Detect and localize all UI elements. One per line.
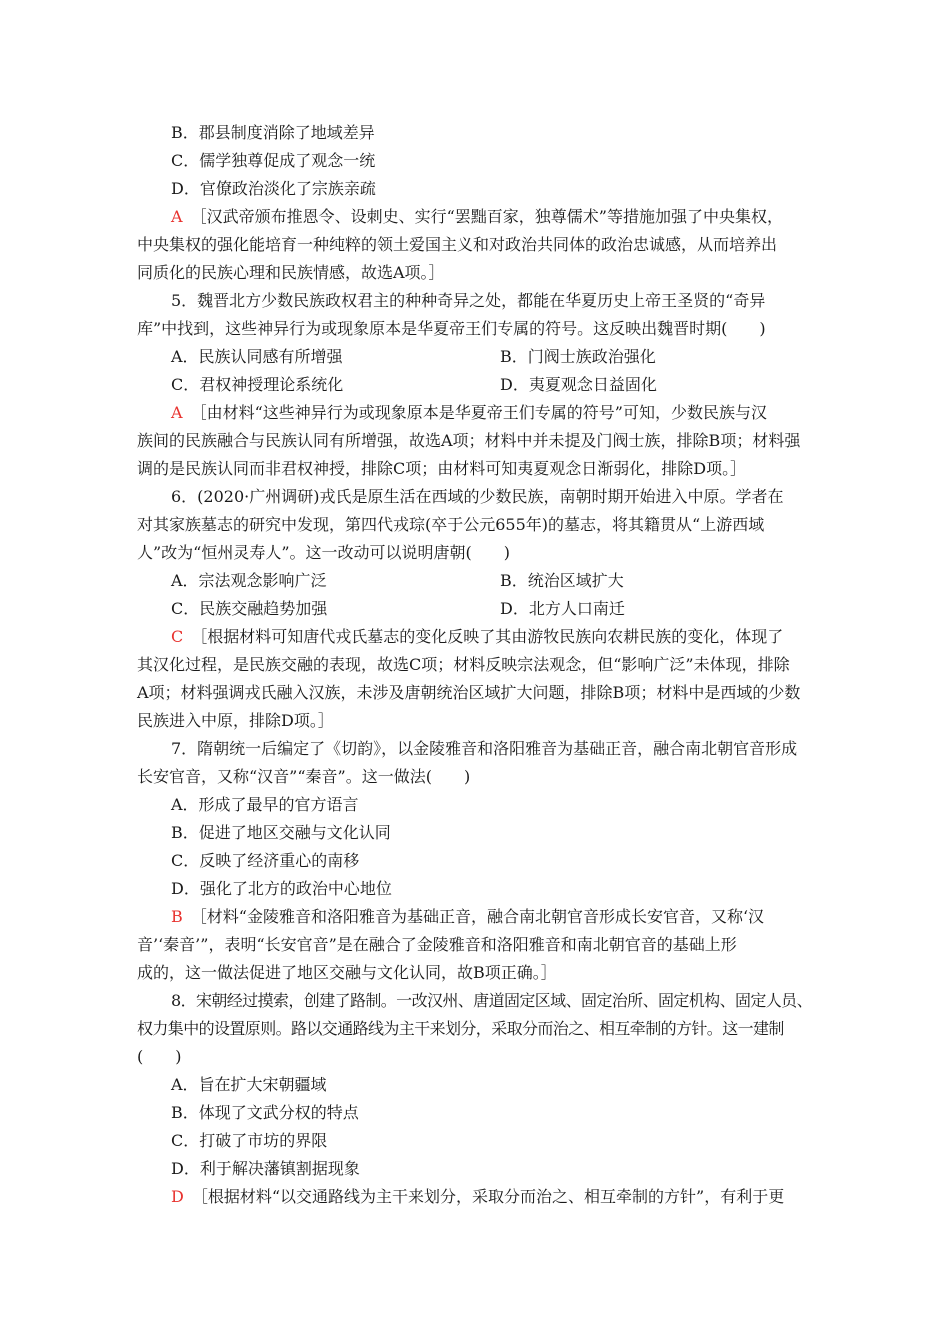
q8-stem-3: ( ) bbox=[137, 1047, 182, 1066]
q4-answer: A bbox=[171, 207, 183, 226]
q6-stem-3: 人”改为“恒州灵寿人”。这一改动可以说明唐朝( ) bbox=[137, 543, 511, 562]
q7-stem-1: 7．隋朝统一后编定了《切韵》，以金陵雅音和洛阳雅音为基础正音，融合南北朝官音形成 bbox=[171, 739, 798, 758]
q5-options-row-2 bbox=[171, 375, 851, 395]
q5-explanation-3: 调的是民族认同而非君权神授，排除C项；由材料可知夷夏观念日渐弱化，排除D项。］ bbox=[137, 459, 747, 478]
q5-option-b: B．门阀士族政治强化 bbox=[500, 347, 656, 366]
q5-answer: A bbox=[171, 403, 183, 422]
q6-option-a: A．宗法观念影响广泛 bbox=[171, 571, 327, 590]
q7-explanation-1: ［材料“金陵雅音和洛阳雅音为基础正音，融合南北朝官音形成长安官音，又称‘汉 bbox=[198, 907, 765, 926]
q8-answer: D bbox=[171, 1187, 184, 1206]
q7-option-c: C．反映了经济重心的南移 bbox=[171, 851, 360, 870]
q5-option-d: D．夷夏观念日益固化 bbox=[500, 375, 657, 394]
q4-option-b: B．郡县制度消除了地域差异 bbox=[171, 123, 375, 142]
q5-answer-line bbox=[171, 403, 851, 423]
q5-stem-2: 库”中找到，这些神异行为或现象原本是华夏帝王们专属的符号。这反映出魏晋时期( ) bbox=[137, 319, 766, 338]
q4-explanation-2: 中央集权的强化能培育一种纯粹的领土爱国主义和对政治共同体的政治忠诚感，从而培养出 bbox=[137, 235, 778, 254]
q8-option-d: D．利于解决藩镇割据现象 bbox=[171, 1159, 360, 1178]
q6-stem-2: 对其家族墓志的研究中发现，第四代戎琮(卒于公元655年)的墓志，将其籍贯从“上游西域 bbox=[137, 515, 765, 534]
q8-stem-2: 权力集中的设置原则。路以交通路线为主干来划分，采取分而治之、相互牵制的方针。这一建制 bbox=[137, 1019, 784, 1038]
q8-option-b: B．体现了文武分权的特点 bbox=[171, 1103, 359, 1122]
q7-answer: B bbox=[171, 907, 183, 926]
q7-option-a: A．形成了最早的官方语言 bbox=[171, 795, 359, 814]
q5-explanation-1: ［由材料“这些神异行为或现象原本是华夏帝王们专属的符号”可知，少数民族与汉 bbox=[198, 403, 767, 422]
q4-explanation-3: 同质化的民族心理和民族情感，故选A项。］ bbox=[137, 263, 445, 282]
q8-option-c: C．打破了市坊的界限 bbox=[171, 1131, 328, 1150]
q5-option-a: A．民族认同感有所增强 bbox=[171, 347, 343, 366]
q7-option-b: B．促进了地区交融与文化认同 bbox=[171, 823, 391, 842]
q6-option-d: D．北方人口南迁 bbox=[500, 599, 625, 618]
q4-answer-line bbox=[171, 207, 851, 227]
q6-options-row-1 bbox=[171, 571, 851, 591]
q6-answer-line bbox=[171, 627, 851, 647]
q8-option-a: A．旨在扩大宋朝疆域 bbox=[171, 1075, 327, 1094]
q6-explanation-4: 民族进入中原，排除D项。］ bbox=[137, 711, 334, 730]
q6-option-b: B．统治区域扩大 bbox=[500, 571, 624, 590]
q4-option-c: C．儒学独尊促成了观念一统 bbox=[171, 151, 376, 170]
q4-option-d: D．官僚政治淡化了宗族亲疏 bbox=[171, 179, 376, 198]
q7-explanation-3: 成的，这一做法促进了地区交融与文化认同，故B项正确。］ bbox=[137, 963, 557, 982]
q7-option-d: D．强化了北方的政治中心地位 bbox=[171, 879, 392, 898]
q8-stem-1: 8．宋朝经过摸索，创建了路制。一改汉州、唐道固定区域、固定治所、固定机构、固定人员、 bbox=[171, 991, 812, 1010]
q5-explanation-2: 族间的民族融合与民族认同有所增强，故选A项；材料中并未提及门阀士族，排除B项；材料强 bbox=[137, 431, 801, 450]
q8-answer-line bbox=[171, 1187, 851, 1207]
q5-options-row-1 bbox=[171, 347, 851, 367]
q6-explanation-3: A项；材料强调戎氏融入汉族，未涉及唐朝统治区域扩大问题，排除B项；材料中是西域的少数 bbox=[137, 683, 801, 702]
q6-answer: C bbox=[171, 627, 184, 646]
q7-answer-line bbox=[171, 907, 851, 927]
q6-option-c: C．民族交融趋势加强 bbox=[171, 599, 328, 618]
q5-stem-1: 5．魏晋北方少数民族政权君主的种种奇异之处，都能在华夏历史上帝王圣贤的“奇异 bbox=[171, 291, 766, 310]
q6-options-row-2 bbox=[171, 599, 851, 619]
q6-explanation-2: 其汉化过程，是民族交融的表现，故选C项；材料反映宗法观念，但“影响广泛”未体现，排除 bbox=[137, 655, 790, 674]
q5-option-c: C．君权神授理论系统化 bbox=[171, 375, 344, 394]
q8-explanation-1: ［根据材料“以交通路线为主干来划分，采取分而治之、相互牵制的方针”，有利于更 bbox=[199, 1187, 785, 1206]
q6-stem-1: 6．(2020·广州调研)戎氏是原生活在西域的少数民族，南朝时期开始进入中原。学者在 bbox=[171, 487, 784, 506]
q6-explanation-1: ［根据材料可知唐代戎氏墓志的变化反映了其由游牧民族向农耕民族的变化，体现了 bbox=[199, 627, 784, 646]
q7-stem-2: 长安官音，又称“汉音”“秦音”。这一做法( ) bbox=[137, 767, 471, 786]
q4-explanation-1: ［汉武帝颁布推恩令、设刺史、实行“罢黜百家，独尊儒术”等措施加强了中央集权， bbox=[198, 207, 783, 226]
q7-explanation-2: 音’‘秦音’”，表明“长安官音”是在融合了金陵雅音和洛阳雅音和南北朝官音的基础上形 bbox=[137, 935, 737, 954]
